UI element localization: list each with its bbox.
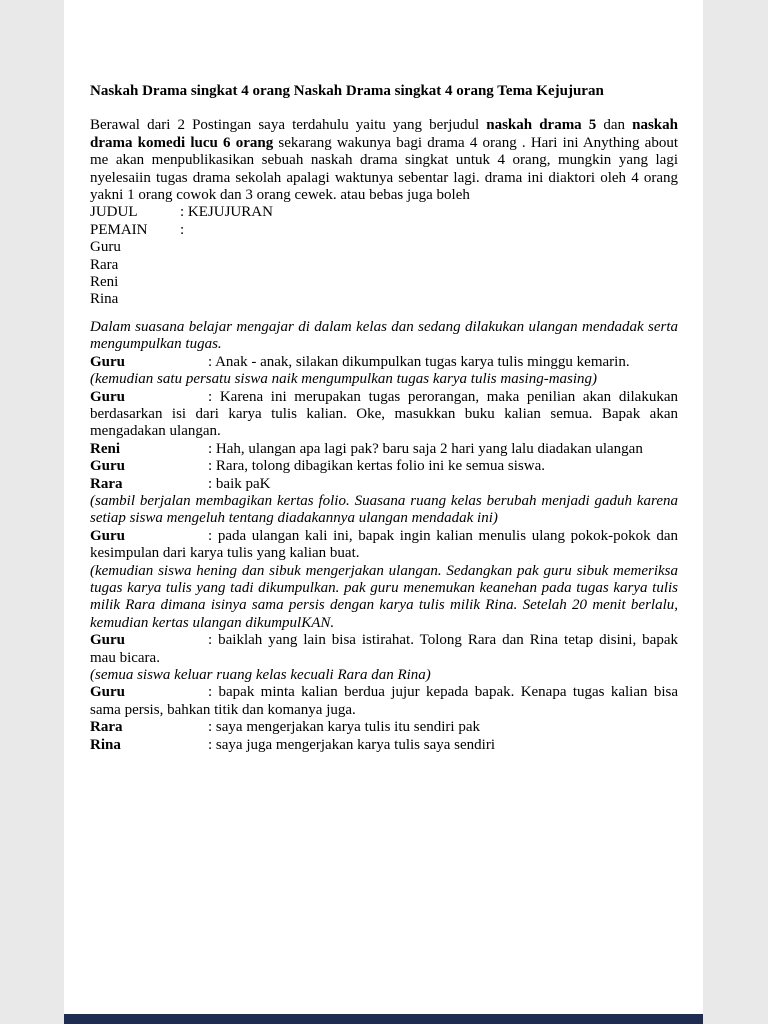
- dialogue-line: [90, 441, 678, 458]
- stage-direction: (sambil berjalan membagikan kertas folio. Suasana ruang kelas berubah menjadi gaduh karena setiap siswa mengeluh tentang diadakannya ulangan mendadak ini): [90, 492, 678, 527]
- dialogue-text: : saya juga mengerjakan karya tulis saya sendiri: [208, 736, 495, 753]
- speaker-name: Guru: [90, 458, 126, 475]
- dialogue-line: [90, 684, 678, 719]
- speaker-name: Rina: [90, 736, 121, 753]
- stage-direction: (semua siswa keluar ruang kelas kecuali Rara dan Rina): [90, 667, 431, 683]
- intro-bold-link-1: naskah drama 5: [486, 117, 597, 134]
- dialogue-text: : Karena ini merupakan tugas perorangan, maka penilian akan dilakukan berdasarkan isi dari karya tulis kalian. Oke, masukkan buku kalian semua. Bapak akan mengadakan ulangan.: [90, 388, 678, 440]
- speaker-name: Guru: [90, 388, 126, 405]
- dialogue-text: : baik paK: [208, 475, 271, 492]
- dialogue-text: : Rara, tolong dibagikan kertas folio ini ke semua siswa.: [208, 458, 546, 475]
- intro-paragraph: [90, 117, 678, 204]
- document-title: Naskah Drama singkat 4 orang Naskah Drama singkat 4 orang Tema Kejujuran: [90, 83, 604, 99]
- intro-text: Berawal dari 2 Postingan saya terdahulu yaitu yang berjudul: [90, 117, 487, 134]
- judul-label: JUDUL: [90, 204, 138, 221]
- dialogue-text: : saya mengerjakan karya tulis itu sendiri pak: [208, 719, 480, 736]
- speaker-name: Guru: [90, 632, 126, 649]
- judul-value: : KEJUJURAN: [180, 204, 273, 221]
- dialogue-line: [90, 719, 678, 736]
- speaker-name: Rara: [90, 719, 123, 736]
- intro-bold-link-2: naskah drama komedi lucu 6 orang: [90, 117, 678, 151]
- cast-member: Rina: [90, 291, 119, 308]
- pemain-label: PEMAIN: [90, 221, 148, 238]
- dialogue-line: [90, 528, 678, 563]
- pemain-value: :: [180, 221, 185, 238]
- speaker-name: Reni: [90, 440, 120, 457]
- intro-text: sekarang wakunya bagi drama 4 orang . Hari ini Anything about me akan menpublikasikan sebuah naskah drama singkat untuk 4 orang, mungkin yang lagi nyelesaiin tugas drama sekolah apalagi waktunya sebentar lagi. drama ini diaktori oleh 4 orang yakni 1 orang cowok dan 3 orang cewek. atau bebas juga boleh: [90, 134, 679, 204]
- dialogue-text: : baiklah yang lain bisa istirahat. Tolong Rara dan Rina tetap disini, bapak mau bicara.: [90, 632, 678, 666]
- dialogue-text: : bapak minta kalian berdua jujur kepada bapak. Kenapa tugas kalian bisa sama persis, bahkan titik dan komanya juga.: [90, 684, 678, 718]
- stage-direction: Dalam suasana belajar mengajar di dalam kelas dan sedang dilakukan ulangan mendadak serta mengumpulkan tugas.: [90, 318, 678, 353]
- speaker-name: Guru: [90, 353, 126, 370]
- pemain-line: [90, 222, 678, 239]
- cast-member: Rara: [90, 256, 119, 273]
- cast-member: Reni: [90, 274, 119, 291]
- cast-member: Guru: [90, 239, 121, 256]
- dialogue-text: : pada ulangan kali ini, bapak ingin kalian menulis ulang pokok-pokok dan kesimpulan dari karya tulis yang kalian buat.: [90, 527, 678, 562]
- intro-text: dan: [596, 117, 633, 134]
- dialogue-line: [90, 354, 678, 371]
- document-content: [64, 0, 703, 754]
- document-page: [64, 0, 703, 1024]
- stage-direction: (kemudian satu persatu siswa naik mengumpulkan tugas karya tulis masing-masing): [90, 371, 598, 388]
- dialogue-line: [90, 389, 678, 441]
- page-bottom-bar: [64, 1014, 703, 1024]
- dialogue-line: [90, 476, 678, 493]
- dialogue-text: : Hah, ulangan apa lagi pak? baru saja 2 hari yang lalu diadakan ulangan: [208, 440, 643, 457]
- dialogue-line: [90, 458, 678, 475]
- dialogue-text: : Anak - anak, silakan dikumpulkan tugas karya tulis minggu kemarin.: [208, 353, 630, 370]
- speaker-name: Rara: [90, 475, 123, 492]
- judul-line: [90, 204, 678, 221]
- speaker-name: Guru: [90, 527, 126, 544]
- dialogue-line: [90, 632, 678, 667]
- stage-direction: (kemudian siswa hening dan sibuk mengerjakan ulangan. Sedangkan pak guru sibuk memeriksa tugas karya tulis yang tadi dikumpulkan. pak guru menemukan keanehan pada tugas karya tulis milik Rara dimana isinya sama persis dengan karya tulis milik Rina. Setelah 20 menit berlalu, kemudian kertas ulangan dikumpulKAN.: [90, 562, 678, 631]
- dialogue-line: [90, 737, 678, 754]
- speaker-name: Guru: [90, 684, 126, 701]
